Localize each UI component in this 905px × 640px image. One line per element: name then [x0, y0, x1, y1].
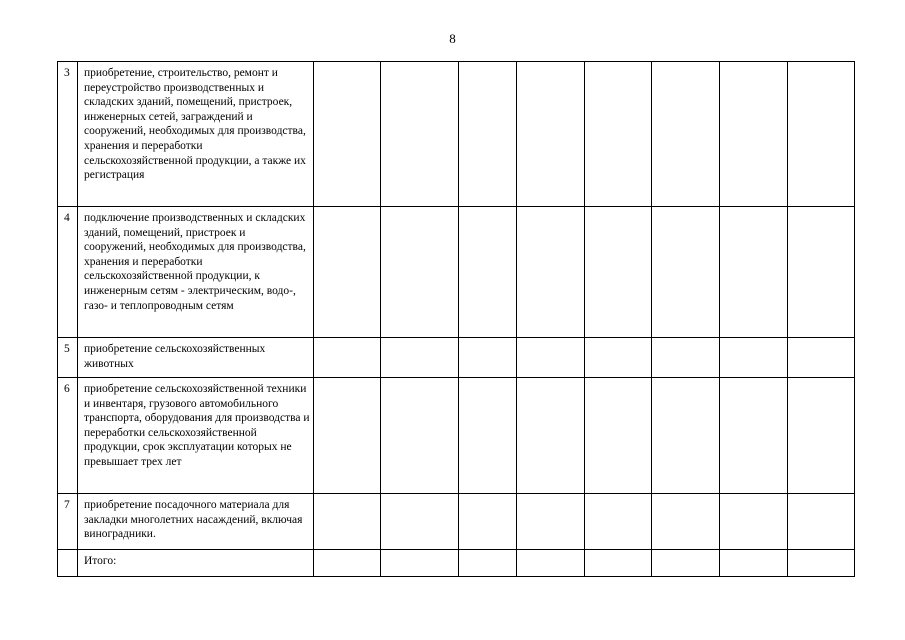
total-label: Итого:: [78, 550, 314, 577]
row-number: [58, 550, 78, 577]
row-description: приобретение посадочного материала для закладки многолетних насаждений, включая виноградники.: [78, 494, 314, 550]
row-number: 5: [58, 338, 78, 378]
table-cell: [585, 378, 652, 494]
table-cell: [314, 550, 381, 577]
table-cell: [314, 62, 381, 207]
table-row-total: [58, 550, 855, 577]
table-cell: [585, 494, 652, 550]
table-cell: [314, 338, 381, 378]
table-cell: [585, 62, 652, 207]
table-cell: [720, 62, 788, 207]
table-cell: [381, 62, 459, 207]
row-number: 7: [58, 494, 78, 550]
table-cell: [459, 62, 517, 207]
table-cell: [788, 207, 855, 338]
row-number: 4: [58, 207, 78, 338]
table-cell: [720, 338, 788, 378]
row-description: приобретение, строительство, ремонт и переустройство производственных и складских зданий, помещений, пристроек, инженерных сетей, заграждений и сооружений, необходимых для производства, хранения и переработки сельскохозяйственной продукции, а также их регистрация: [78, 62, 314, 207]
table-cell: [517, 550, 585, 577]
table-cell: [517, 494, 585, 550]
row-number: 6: [58, 378, 78, 494]
table-cell: [652, 62, 720, 207]
table-cell: [788, 62, 855, 207]
table-cell: [720, 378, 788, 494]
row-description: приобретение сельскохозяйственных животных: [78, 338, 314, 378]
table-cell: [314, 378, 381, 494]
table-cell: [517, 207, 585, 338]
table-cell: [314, 494, 381, 550]
table-cell: [517, 378, 585, 494]
row-number: 3: [58, 62, 78, 207]
table-cell: [788, 550, 855, 577]
expenses-table: [57, 61, 855, 577]
table-cell: [720, 494, 788, 550]
table-cell: [720, 207, 788, 338]
table-cell: [585, 550, 652, 577]
page-number: 8: [449, 31, 456, 46]
table-cell: [459, 338, 517, 378]
table-cell: [517, 62, 585, 207]
table-cell: [788, 378, 855, 494]
table-cell: [517, 338, 585, 378]
table-row: [58, 378, 855, 494]
table-cell: [720, 550, 788, 577]
table-cell: [381, 378, 459, 494]
table-row: [58, 207, 855, 338]
table-cell: [652, 550, 720, 577]
table-cell: [652, 378, 720, 494]
table-cell: [459, 494, 517, 550]
table-cell: [788, 494, 855, 550]
table-row: [58, 494, 855, 550]
table-cell: [459, 550, 517, 577]
table-cell: [381, 494, 459, 550]
table-cell: [585, 207, 652, 338]
row-description: подключение производственных и складских зданий, помещений, пристроек и сооружений, необходимых для производства, хранения и переработки сельскохозяйственной продукции, к инженерным сетям - электрическим, водо-, газо- и теплопроводным сетям: [78, 207, 314, 338]
table-cell: [381, 207, 459, 338]
table-cell: [652, 494, 720, 550]
table-cell: [314, 207, 381, 338]
table-cell: [652, 338, 720, 378]
table-cell: [381, 550, 459, 577]
table-row: [58, 62, 855, 207]
table-cell: [459, 207, 517, 338]
row-description: приобретение сельскохозяйственной техники и инвентаря, грузового автомобильного транспорта, оборудования для производства и переработки сельскохозяйственной продукции, срок эксплуатации которых не превышает трех лет: [78, 378, 314, 494]
table-cell: [381, 338, 459, 378]
table-cell: [459, 378, 517, 494]
table-row: [58, 338, 855, 378]
table-cell: [788, 338, 855, 378]
table-cell: [652, 207, 720, 338]
table-cell: [585, 338, 652, 378]
